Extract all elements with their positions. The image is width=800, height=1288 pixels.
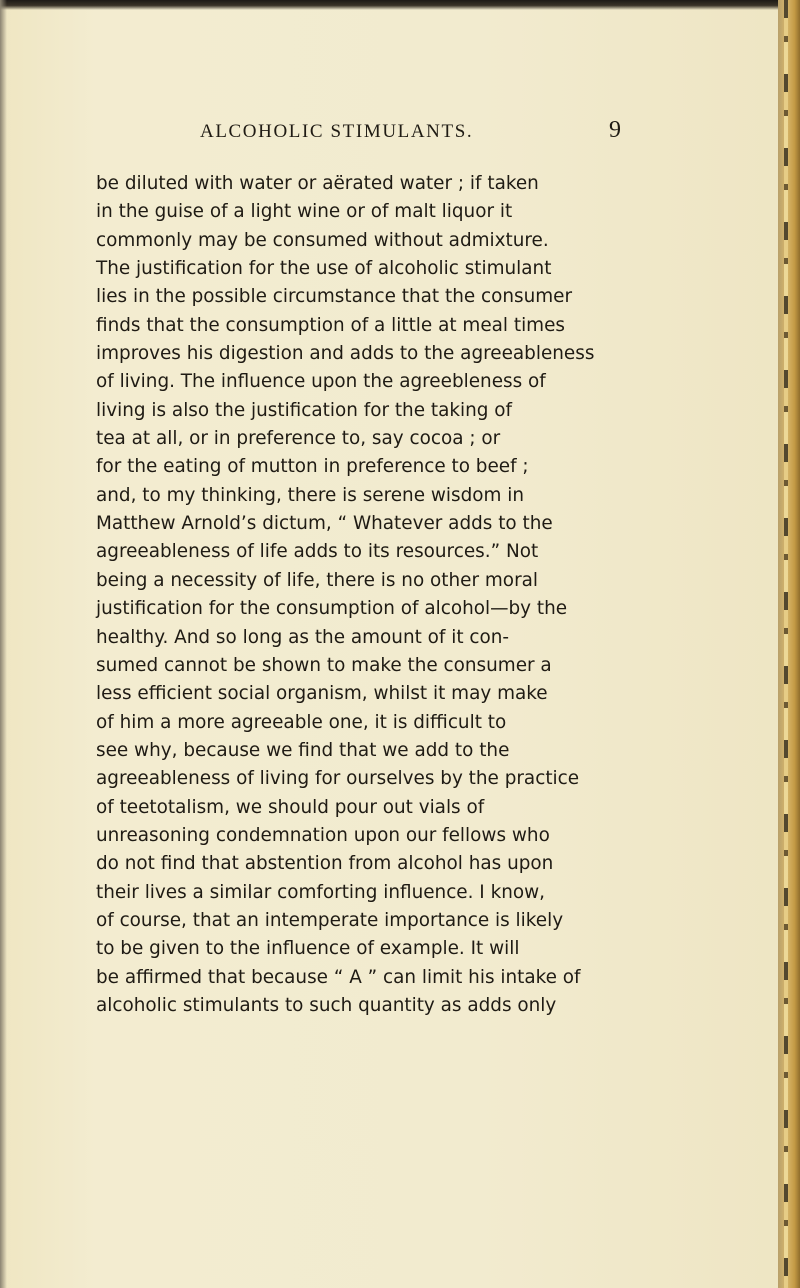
text-line: of course, that an intemperate importance is likely	[96, 909, 564, 931]
text-line: agreeableness of life adds to its resources.” Not	[96, 541, 539, 563]
text-line: less efficient social organism, whilst it may make	[96, 683, 548, 705]
text-line: The justification for the use of alcoholic stimulant	[96, 258, 552, 280]
running-head: ALCOHOLIC STIMULANTS.	[200, 121, 474, 142]
text-line: tea at all, or in preference to, say cocoa ; or	[96, 428, 501, 450]
text-line: see why, because we find that we add to the	[96, 739, 510, 761]
page-left-shadow	[0, 0, 7, 1288]
text-line: healthy. And so long as the amount of it con-	[96, 626, 510, 648]
text-line: alcoholic stimulants to such quantity as adds only	[96, 994, 557, 1016]
text-line: being a necessity of life, there is no other moral	[96, 569, 539, 591]
text-line: of him a more agreeable one, it is difficult to	[96, 711, 507, 733]
text-line: Matthew Arnold’s dictum, “ Whatever adds to the	[96, 513, 553, 535]
page-top-shadow	[0, 0, 800, 10]
text-line: justification for the consumption of alcohol—by the	[96, 598, 568, 620]
text-line: be diluted with water or aërated water ; if taken	[96, 173, 539, 194]
text-line: be affirmed that because “ A ” can limit his intake of	[96, 966, 581, 988]
text-line: unreasoning condemnation upon our fellows who	[96, 824, 550, 846]
text-line: their lives a similar comforting influence. I know,	[96, 881, 546, 903]
text-line: of teetotalism, we should pour out vials of	[96, 796, 485, 818]
text-line: of living. The influence upon the agreebleness of	[96, 371, 546, 393]
text-line: do not find that abstention from alcohol has upon	[96, 853, 554, 875]
text-line: lies in the possible circumstance that the consumer	[96, 286, 573, 308]
text-line: finds that the consumption of a little at meal times	[96, 314, 565, 336]
text-line: agreeableness of living for ourselves by the practice	[96, 768, 580, 790]
text-line: living is also the justification for the taking of	[96, 399, 513, 421]
body-text	[96, 170, 630, 1020]
page-number: 9	[609, 117, 621, 143]
text-line: in the guise of a light wine or of malt liquor it	[96, 201, 513, 223]
text-line: commonly may be consumed without admixture.	[96, 229, 549, 251]
text-line: and, to my thinking, there is serene wisdom in	[96, 484, 525, 506]
text-line: to be given to the influence of example. It will	[96, 938, 520, 960]
text-line: improves his digestion and adds to the agreeableness	[96, 343, 595, 365]
book-binding-edge	[778, 0, 800, 1288]
text-line: for the eating of mutton in preference to beef ;	[96, 456, 529, 478]
text-line: sumed cannot be shown to make the consumer a	[96, 654, 552, 676]
